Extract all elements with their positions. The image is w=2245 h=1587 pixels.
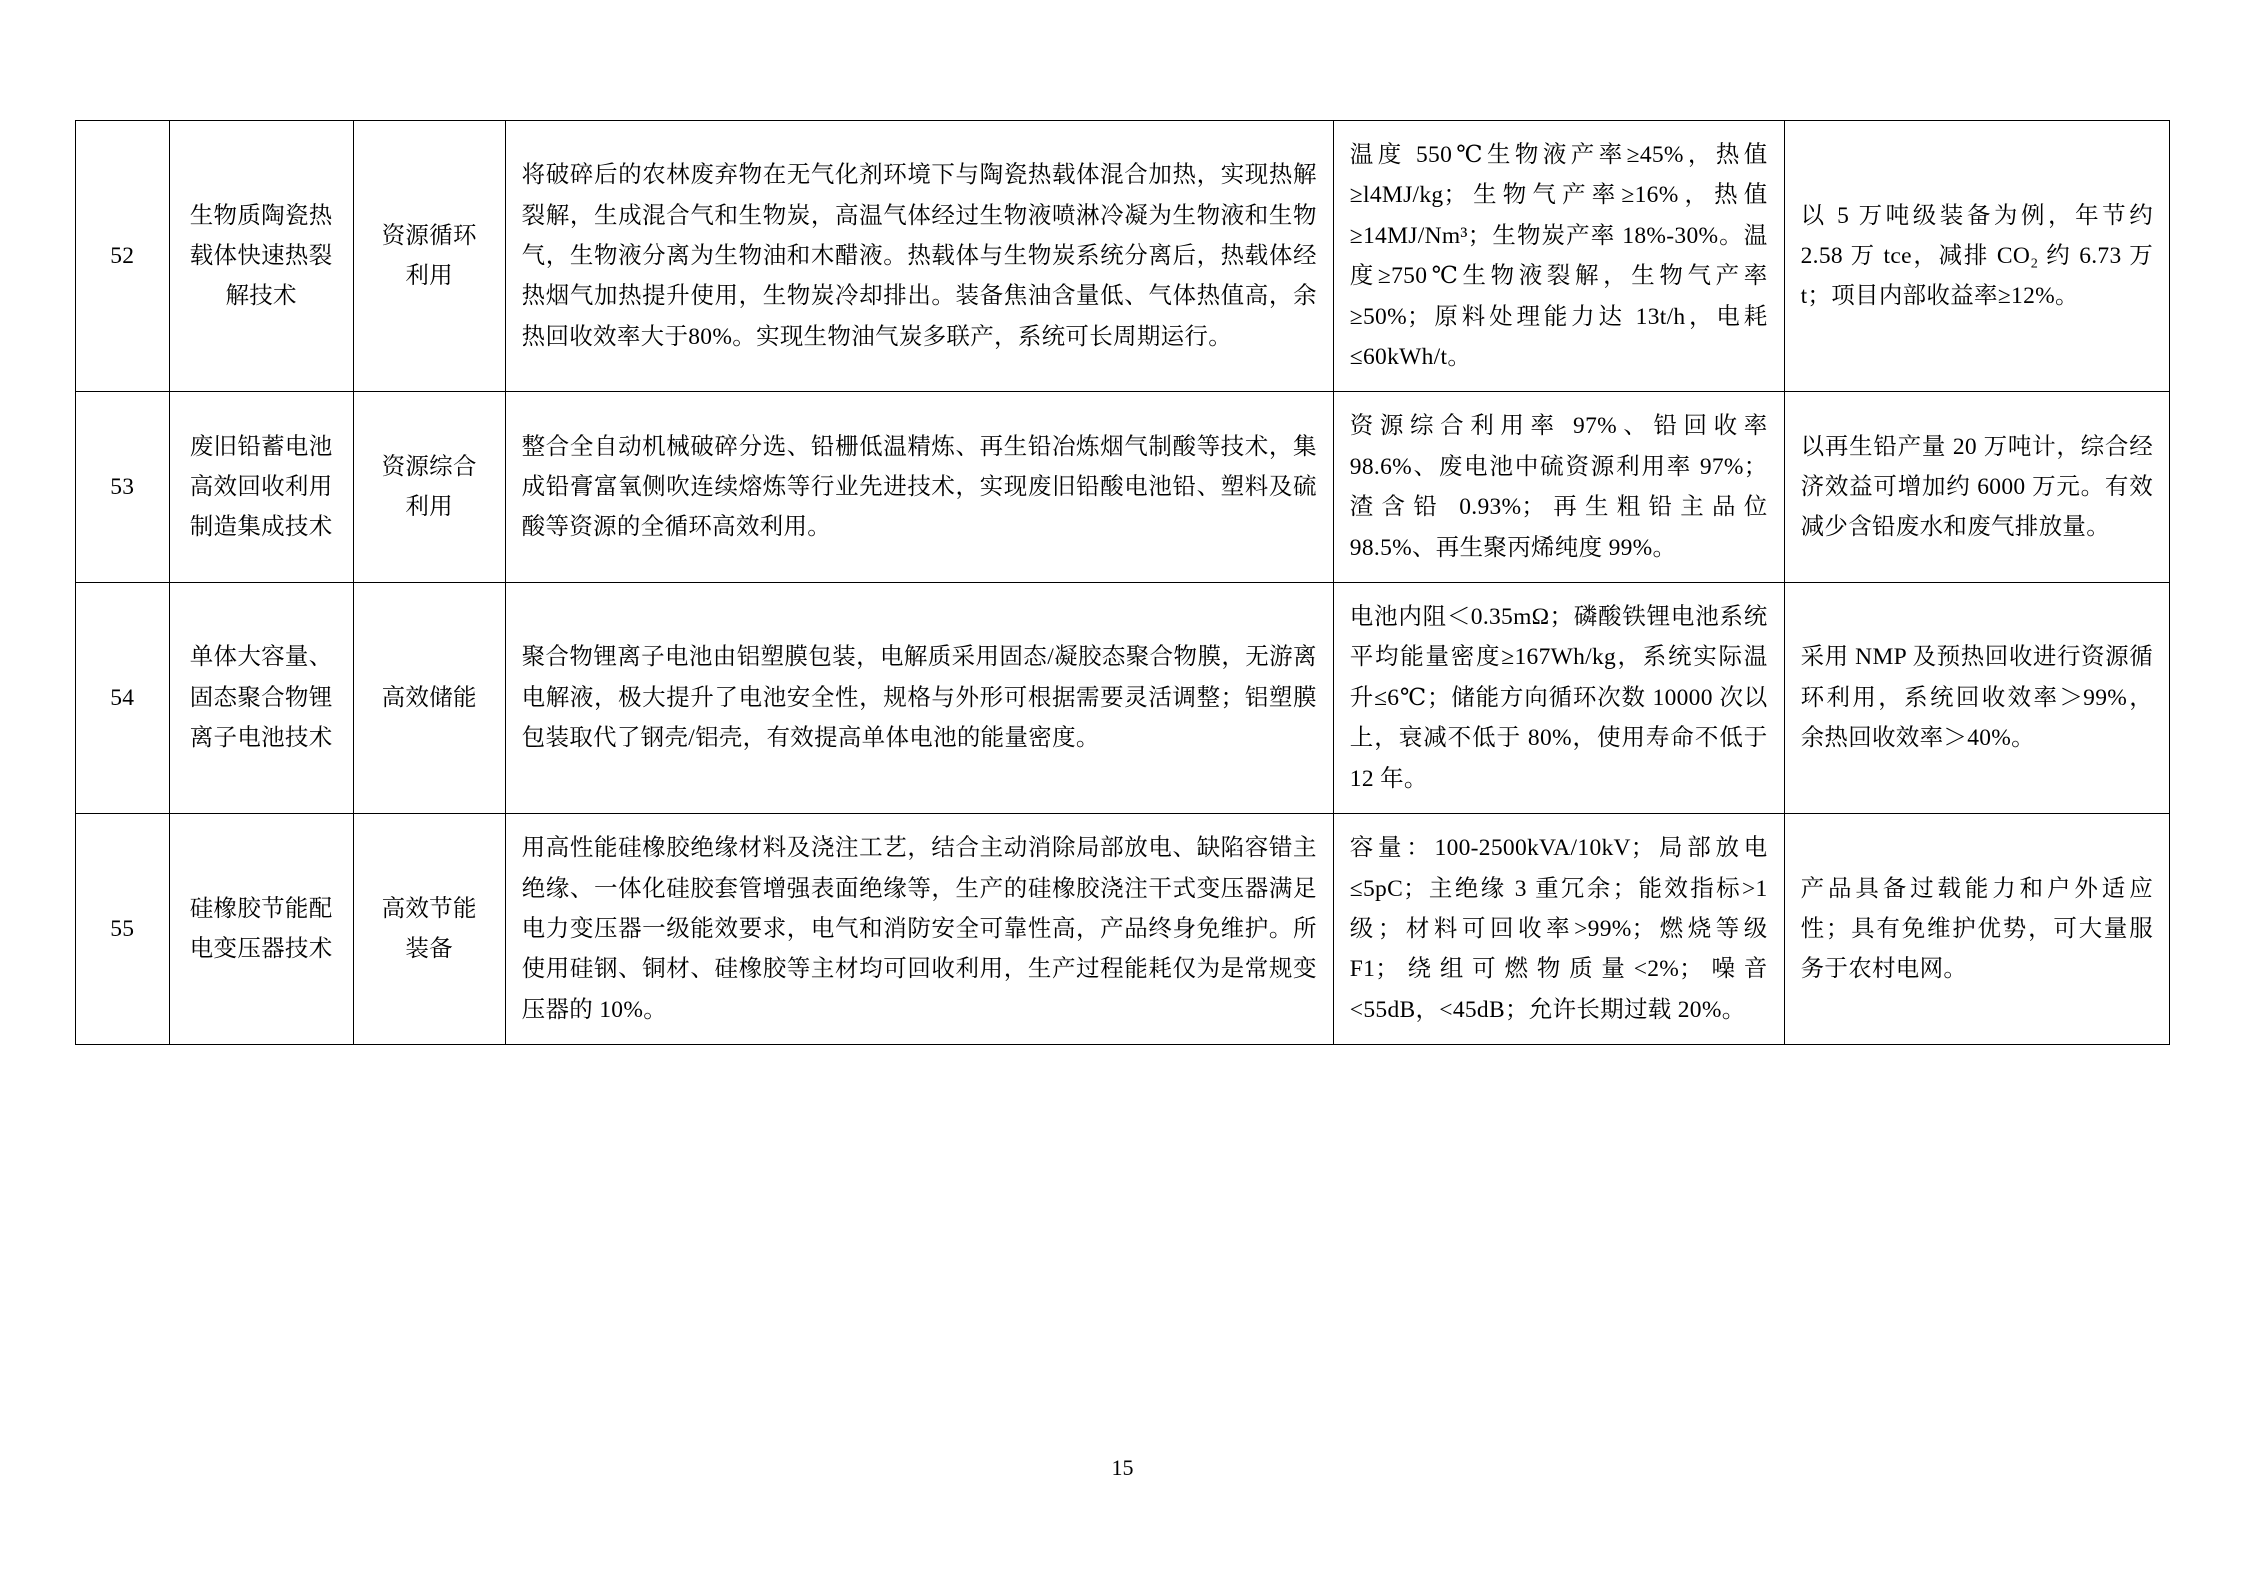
table-row bbox=[76, 814, 2170, 1045]
row-index: 53 bbox=[76, 392, 170, 583]
technology-benefit: 采用 NMP 及预热回收进行资源循环利用，系统回收效率＞99%，余热回收效率＞40%。 bbox=[1784, 583, 2169, 814]
technology-name: 单体大容量、固态聚合物锂离子电池技术 bbox=[169, 583, 353, 814]
table-row bbox=[76, 121, 2170, 392]
technology-benefit: 以再生铅产量 20 万吨计，综合经济效益可增加约 6000 万元。有效减少含铅废水和废气排放量。 bbox=[1784, 392, 2169, 583]
technology-name: 硅橡胶节能配电变压器技术 bbox=[169, 814, 353, 1045]
technology-indicators: 资源综合利用率 97%、铅回收率 98.6%、废电池中硫资源利用率 97%；渣含铅 0.93%；再生粗铅主品位 98.5%、再生聚丙烯纯度 99%。 bbox=[1333, 392, 1784, 583]
technology-catalog-table bbox=[75, 120, 2170, 1045]
technology-name: 生物质陶瓷热载体快速热裂解技术 bbox=[169, 121, 353, 392]
technology-indicators: 温度 550℃生物液产率≥45%，热值≥l4MJ/kg；生物气产率≥16%，热值≥14MJ/Nm³；生物炭产率 18%-30%。温度≥750℃生物液裂解，生物气产率≥50%；原料处理能力达 13t/h，电耗≤60kWh/t。 bbox=[1333, 121, 1784, 392]
technology-category: 资源综合利用 bbox=[353, 392, 505, 583]
technology-description: 聚合物锂离子电池由铝塑膜包装，电解质采用固态/凝胶态聚合物膜，无游离电解液，极大提升了电池安全性，规格与外形可根据需要灵活调整；铝塑膜包装取代了钢壳/铝壳，有效提高单体电池的能量密度。 bbox=[505, 583, 1333, 814]
technology-category: 高效节能装备 bbox=[353, 814, 505, 1045]
row-index: 54 bbox=[76, 583, 170, 814]
row-index: 52 bbox=[76, 121, 170, 392]
table-row bbox=[76, 583, 2170, 814]
page-number: 15 bbox=[1111, 1455, 1134, 1480]
technology-category: 高效储能 bbox=[353, 583, 505, 814]
technology-category: 资源循环利用 bbox=[353, 121, 505, 392]
technology-indicators: 电池内阻＜0.35mΩ；磷酸铁锂电池系统平均能量密度≥167Wh/kg，系统实际温升≤6℃；储能方向循环次数 10000 次以上，衰减不低于 80%，使用寿命不低于 12 年。 bbox=[1333, 583, 1784, 814]
table-row bbox=[76, 392, 2170, 583]
technology-description: 整合全自动机械破碎分选、铅栅低温精炼、再生铅冶炼烟气制酸等技术，集成铅膏富氧侧吹连续熔炼等行业先进技术，实现废旧铅酸电池铅、塑料及硫酸等资源的全循环高效利用。 bbox=[505, 392, 1333, 583]
row-index: 55 bbox=[76, 814, 170, 1045]
technology-name: 废旧铅蓄电池高效回收利用制造集成技术 bbox=[169, 392, 353, 583]
technology-description: 将破碎后的农林废弃物在无气化剂环境下与陶瓷热载体混合加热，实现热解裂解，生成混合气和生物炭，高温气体经过生物液喷淋冷凝为生物液和生物气，生物液分离为生物油和木醋液。热载体与生物炭系统分离后，热载体经热烟气加热提升使用，生物炭冷却排出。装备焦油含量低、气体热值高，余热回收效率大于80%。实现生物油气炭多联产，系统可长周期运行。 bbox=[505, 121, 1333, 392]
technology-benefit: 产品具备过载能力和户外适应性；具有免维护优势，可大量服务于农村电网。 bbox=[1784, 814, 2169, 1045]
table-body bbox=[76, 121, 2170, 1045]
technology-benefit: 以 5 万吨级装备为例，年节约 2.58 万 tce，减排 CO₂ 约 6.73 万 t；项目内部收益率≥12%。 bbox=[1784, 121, 2169, 392]
technology-description: 用高性能硅橡胶绝缘材料及浇注工艺，结合主动消除局部放电、缺陷容错主绝缘、一体化硅胶套管增强表面绝缘等，生产的硅橡胶浇注干式变压器满足电力变压器一级能效要求，电气和消防安全可靠性高，产品终身免维护。所使用硅钢、铜材、硅橡胶等主材均可回收利用，生产过程能耗仅为是常规变压器的 10%。 bbox=[505, 814, 1333, 1045]
technology-indicators: 容量：100-2500kVA/10kV；局部放电≤5pC；主绝缘 3 重冗余；能效指标>1 级；材料可回收率>99%；燃烧等级 F1；绕组可燃物质量<2%；噪音<55dB，<45dB；允许长期过载 20%。 bbox=[1333, 814, 1784, 1045]
